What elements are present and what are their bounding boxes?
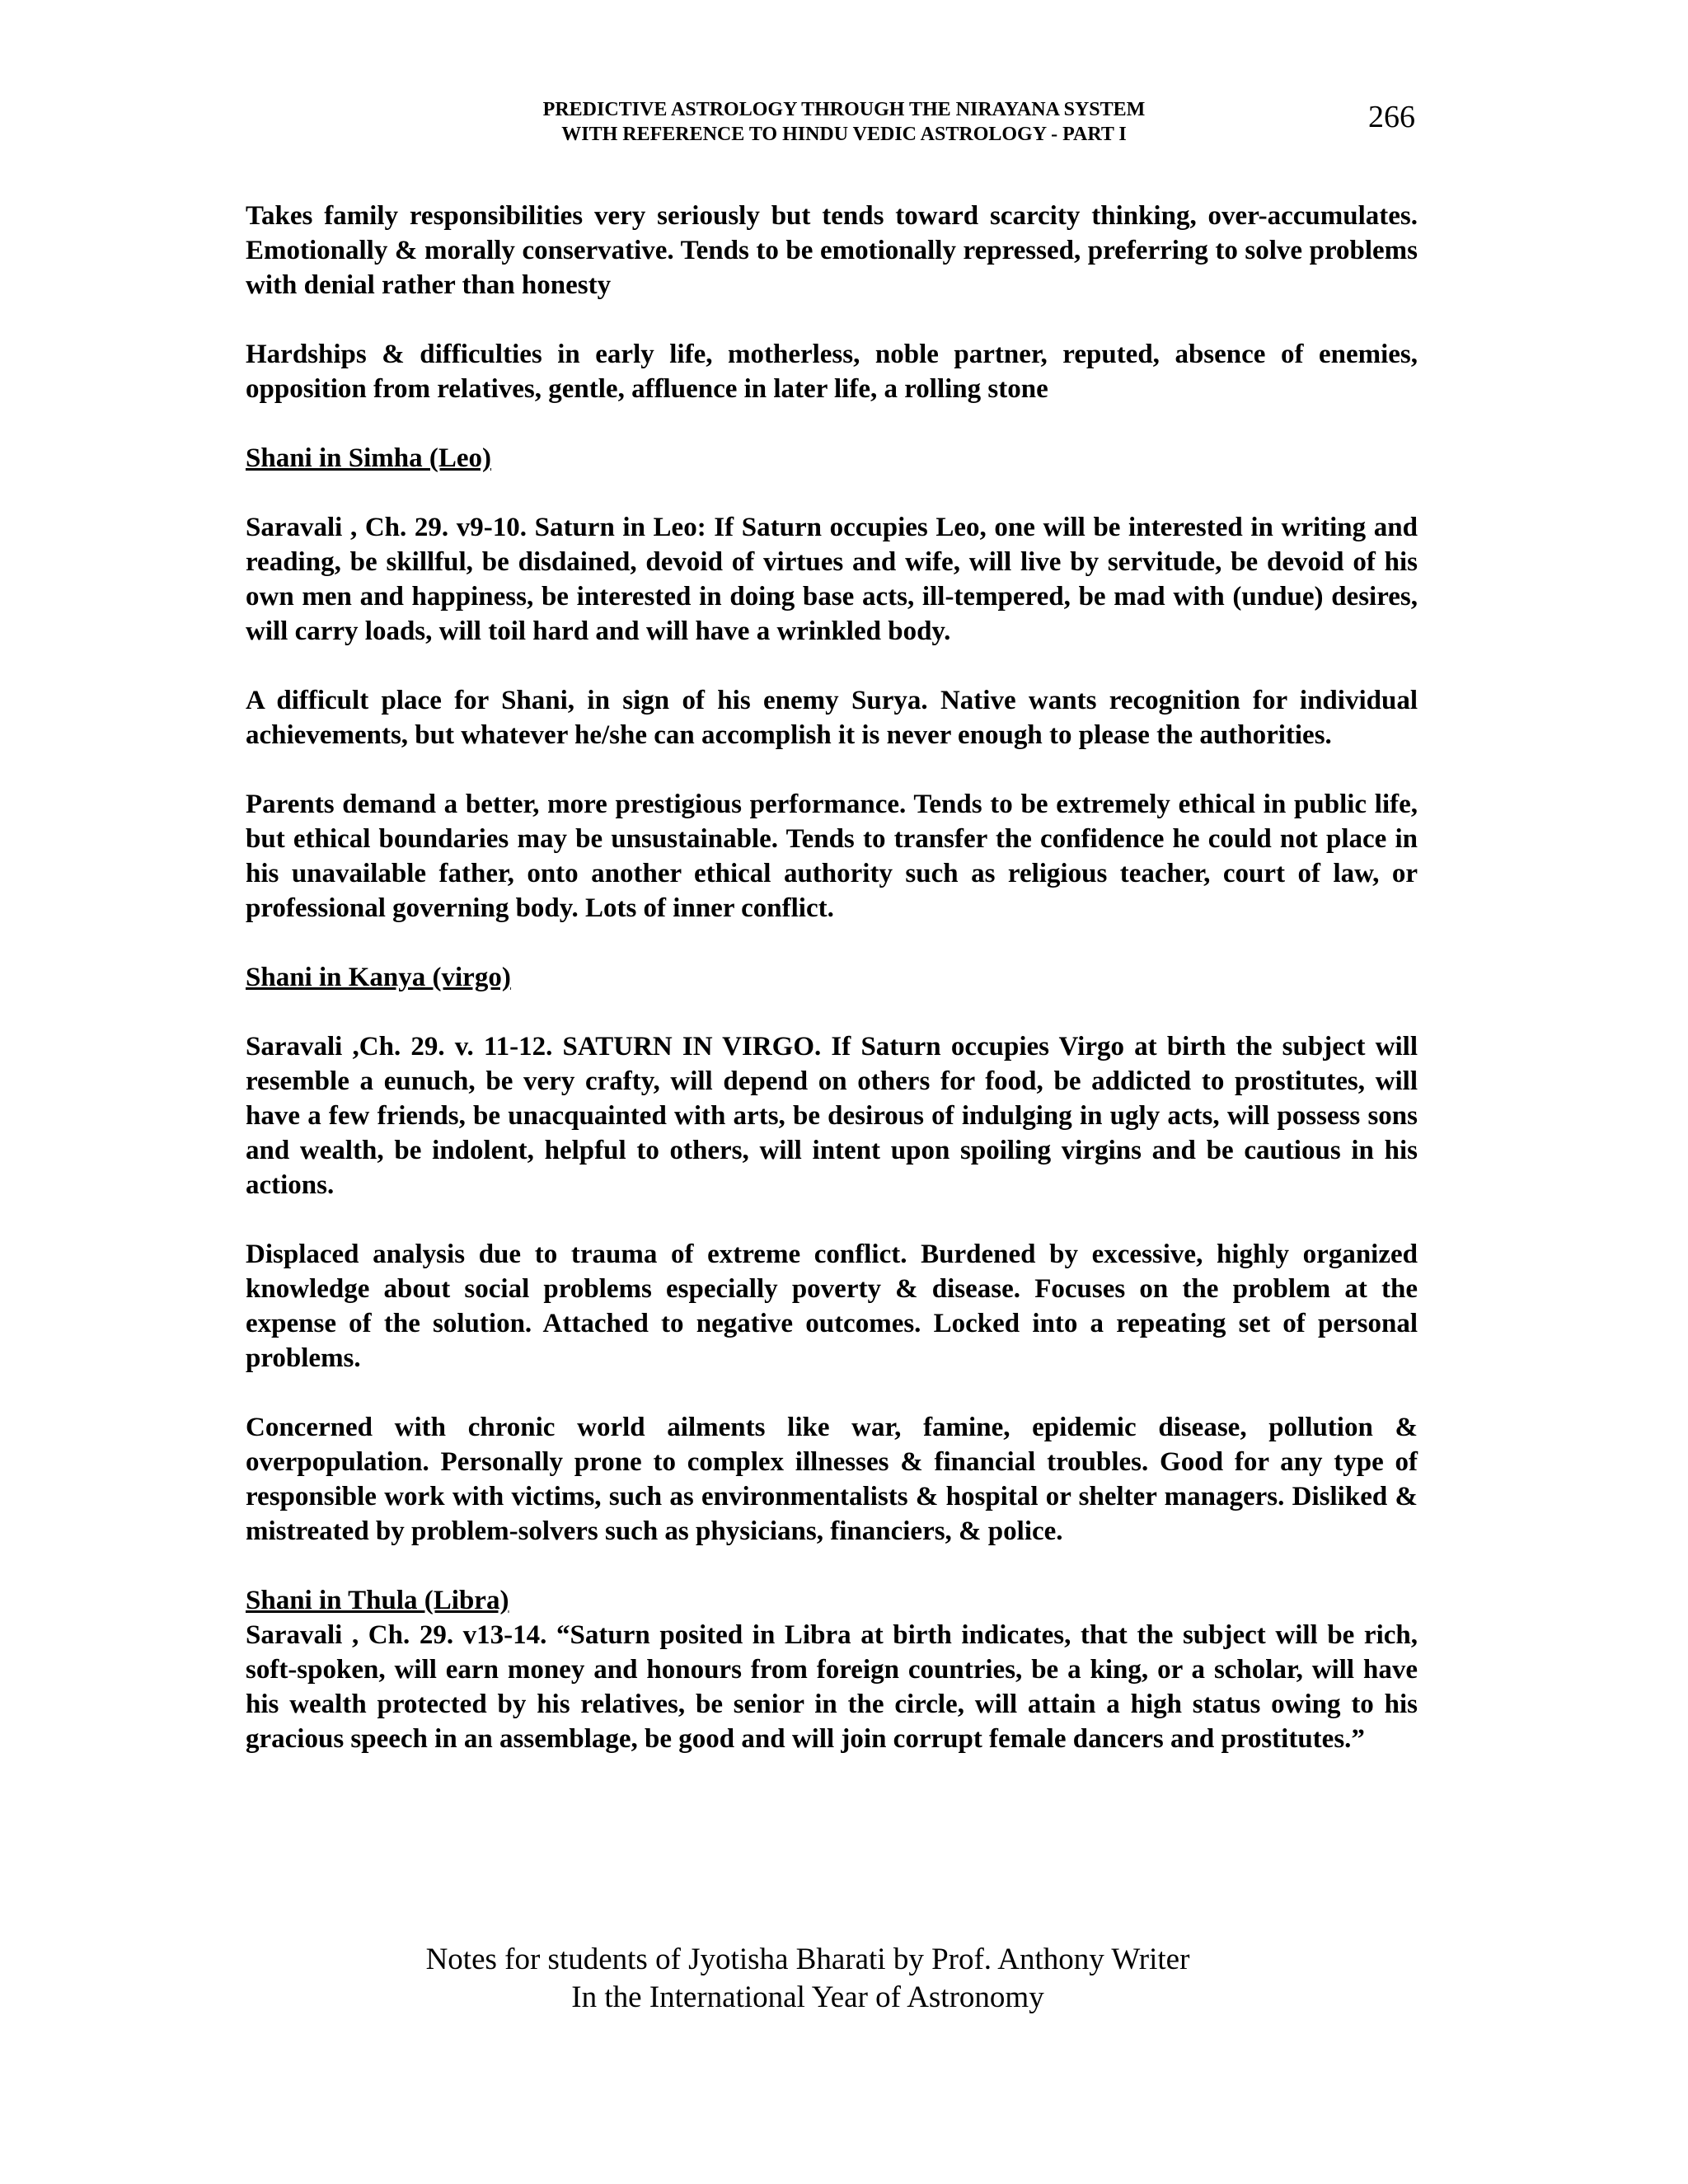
paragraph-displaced-analysis: Displaced analysis due to trauma of extreme conflict. Burdened by excessive, highly organized knowledge about social problems especially poverty & disease. Focuses on the problem at the expense of the solution. Attached to negative outcomes. Locked into a repeating set of personal problems.: [246, 1240, 1418, 1373]
section-heading-kanya: Shani in Kanya (virgo): [246, 963, 511, 992]
section-heading-simha: Shani in Simha (Leo): [246, 443, 491, 473]
page-number: 266: [1368, 100, 1415, 134]
page-header: [0, 97, 1688, 163]
paragraph-saravali-leo: Saravali , Ch. 29. v9-10. Saturn in Leo: If Saturn occupies Leo, one will be interested in writing and reading, be skillful, be disdained, devoid of virtues and wife, will live by servitude, be devoid of his own men and happiness, be interested in doing base acts, ill-tempered, be mad with (undue) desires, will carry loads, will toil hard and will have a wrinkled body.: [246, 513, 1418, 646]
paragraph-saravali-libra: Saravali , Ch. 29. v13-14. “Saturn posited in Libra at birth indicates, that the subject will be rich, soft-spoken, will earn money and honours from foreign countries, be a king, or a scholar, will have his wealth protected by his relatives, be senior in the circle, will attain a high status owing to his gracious speech in an assemblage, be good and will join corrupt female dancers and prostitutes.”: [246, 1620, 1418, 1754]
header-title-line2: WITH REFERENCE TO HINDU VEDIC ASTROLOGY - PART I: [561, 124, 1127, 145]
paragraph-family-responsibilities: Takes family responsibilities very seriously but tends toward scarcity thinking, over-accumulates. Emotionally & morally conservative. Tends to be emotionally repressed, preferring to solve problems with denial rather than honesty: [246, 201, 1418, 300]
paragraph-difficult-place: A difficult place for Shani, in sign of his enemy Surya. Native wants recognition for individual achievements, but whatever he/she can accomplish it is never enough to please the authorities.: [246, 686, 1418, 750]
footer-line1: Notes for students of Jyotisha Bharati by Prof. Anthony Writer: [425, 1943, 1190, 1976]
page-footer: [0, 1941, 1615, 2017]
footer-line2: In the International Year of Astronomy: [571, 1980, 1044, 2014]
page-body: [246, 199, 1418, 1791]
paragraph-saravali-virgo: Saravali ,Ch. 29. v. 11-12. SATURN IN VIRGO. If Saturn occupies Virgo at birth the subject will resemble a eunuch, be very crafty, will depend on others for food, be addicted to prostitutes, will have a few friends, be unacquainted with arts, be desirous of indulging in ugly acts, will possess sons and wealth, be indolent, helpful to others, will intent upon spoiling virgins and be cautious in his actions.: [246, 1032, 1418, 1200]
section-heading-thula: Shani in Thula (Libra): [246, 1586, 509, 1615]
paragraph-hardships: Hardships & difficulties in early life, motherless, noble partner, reputed, absence of enemies, opposition from relatives, gentle, affluence in later life, a rolling stone: [246, 340, 1418, 404]
header-title-line1: PREDICTIVE ASTROLOGY THROUGH THE NIRAYANA SYSTEM: [542, 99, 1146, 120]
paragraph-chronic-ailments: Concerned with chronic world ailments like war, famine, epidemic disease, pollution & overpopulation. Personally prone to complex illnesses & financial troubles. Good for any type of responsible work with victims, such as environmentalists & hospital or shelter managers. Disliked & mistreated by problem-solvers such as physicians, financiers, & police.: [246, 1413, 1418, 1546]
paragraph-parents-demand: Parents demand a better, more prestigious performance. Tends to be extremely ethical in public life, but ethical boundaries may be unsustainable. Tends to transfer the confidence he could not place in his unavailable father, onto another ethical authority such as religious teacher, court of law, or professional governing body. Lots of inner conflict.: [246, 790, 1418, 923]
